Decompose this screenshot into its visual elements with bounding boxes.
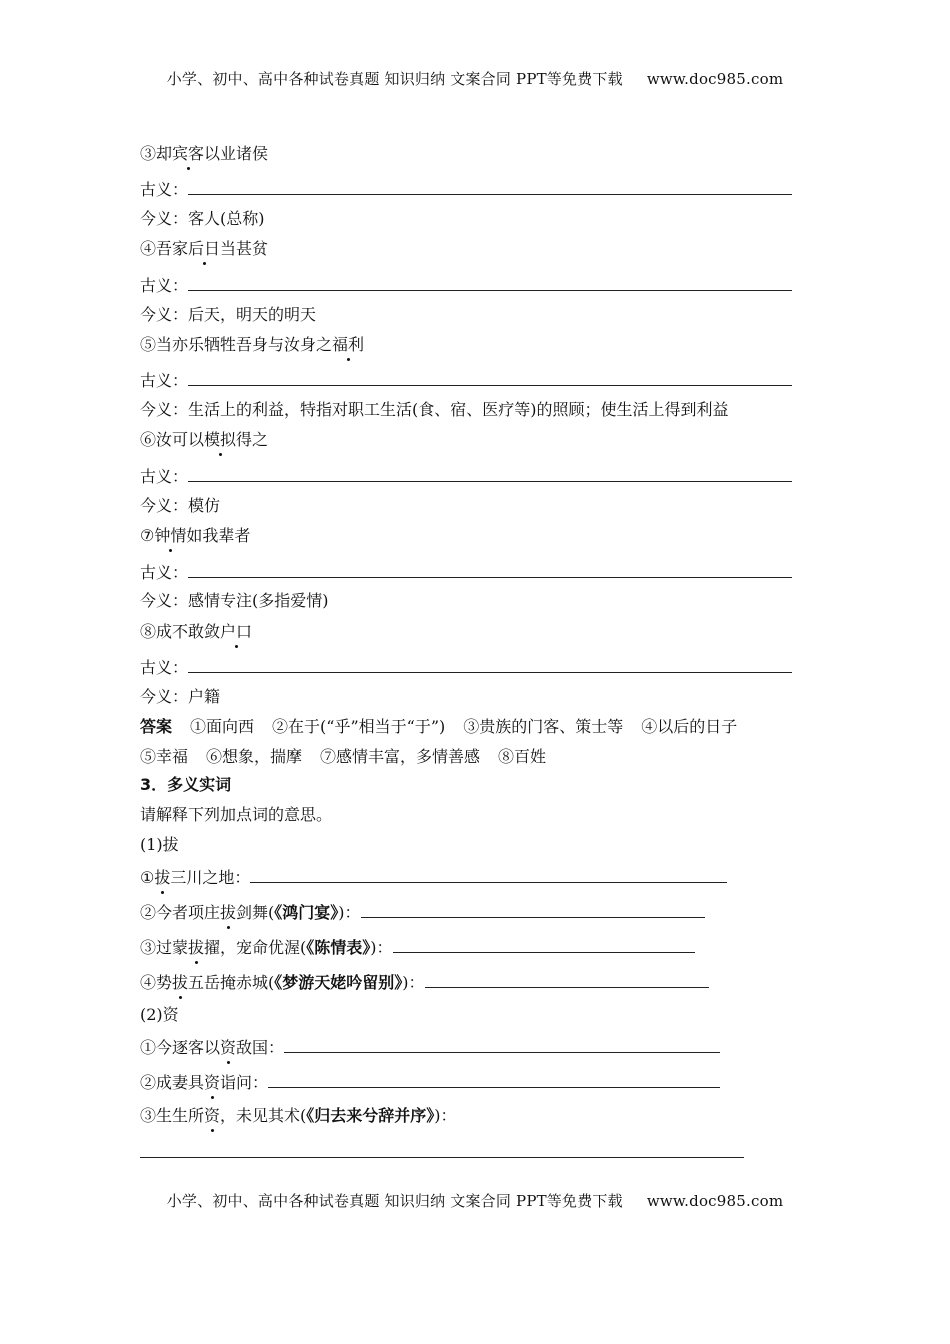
dotted-word: 拔 — [188, 938, 205, 957]
jin-text: 感情专注(多指爱情) — [188, 591, 329, 610]
item-8-sentence — [140, 622, 252, 644]
gu-label: 古义： — [140, 180, 189, 199]
item-6-jin — [140, 496, 220, 518]
item-8-gu — [140, 656, 792, 678]
item-4-sentence — [140, 239, 268, 261]
jin-label: 今义： — [140, 591, 189, 610]
group-2-row-3 — [140, 1106, 457, 1128]
answer-blank[interactable] — [188, 369, 792, 386]
row-pre: ④势 — [140, 973, 173, 992]
page-footer — [0, 1190, 950, 1211]
gu-label: 古义： — [140, 658, 189, 677]
item-3-jin — [140, 209, 265, 231]
item-4-pre: ④吾家 — [140, 239, 189, 258]
group-1-row-3 — [140, 936, 695, 958]
source-title: 《归去来兮辞并序》 — [306, 1106, 435, 1125]
group-1-row-2 — [140, 901, 705, 923]
item-7-pre: ⑦ — [140, 526, 155, 545]
dotted-word: 拔 — [172, 973, 189, 992]
group-2-head: (2)资 — [140, 1005, 179, 1024]
row-pre: ②成妻具 — [140, 1073, 205, 1092]
item-4-gu — [140, 274, 792, 296]
answer-line-1 — [140, 717, 737, 739]
footer-site: www.doc985.com — [646, 1192, 784, 1210]
group-1-row-1 — [140, 866, 727, 888]
answer-blank[interactable] — [425, 971, 709, 988]
answer-blank[interactable] — [284, 1036, 720, 1053]
row-post: 三川之地： — [170, 868, 251, 887]
item-5-gu — [140, 369, 792, 391]
footer-text: 小学、初中、高中各种试卷真题 知识归纳 文案合同 PPT等免费下载 — [166, 1192, 623, 1210]
jin-label: 今义： — [140, 400, 189, 419]
source-title: 《梦游天姥吟留别》 — [274, 973, 403, 992]
row-post: 剑舞( — [236, 903, 275, 922]
gu-label: 古义： — [140, 563, 189, 582]
group-2-row-1 — [140, 1036, 720, 1058]
dotted-word: 拔 — [154, 868, 171, 887]
dotted-word: 资 — [204, 1073, 221, 1092]
answer-line-2 — [140, 747, 546, 769]
jin-text: 户籍 — [188, 687, 221, 706]
item-8-pre: ⑧成不敢敛 — [140, 622, 221, 641]
gu-label: 古义： — [140, 276, 189, 295]
answer-blank[interactable] — [188, 178, 792, 195]
row-post: 敌国： — [236, 1038, 285, 1057]
jin-label: 今义： — [140, 496, 189, 515]
gu-label: 古义： — [140, 371, 189, 390]
answer-blank[interactable] — [250, 866, 727, 883]
item-8-jin — [140, 687, 220, 709]
row-post: ，未见其术( — [220, 1106, 307, 1125]
item-6-dotted-word: 模拟 — [204, 430, 237, 449]
answer-item: ⑧百姓 — [498, 747, 547, 766]
jin-label: 今义： — [140, 305, 189, 324]
item-7-gu — [140, 561, 792, 583]
source-title: 《陈情表》 — [306, 938, 371, 957]
source-title: 《鸿门宴》 — [274, 903, 339, 922]
item-4-dotted-word: 后日 — [188, 239, 221, 258]
item-5-pre: ⑤当亦乐牺牲吾身与汝身之 — [140, 335, 333, 354]
item-3-dotted-word: 宾客 — [172, 144, 205, 163]
item-3-pre: ③却 — [140, 144, 173, 163]
item-6-post: 得之 — [236, 430, 269, 449]
answer-item: ⑤幸福 — [140, 747, 189, 766]
header-text: 小学、初中、高中各种试卷真题 知识归纳 文案合同 PPT等免费下载 — [166, 70, 623, 88]
item-6-sentence — [140, 430, 268, 452]
group-2-row-2 — [140, 1071, 720, 1093]
row-pre: ①今逐客以 — [140, 1038, 221, 1057]
row-pre: ②今者项庄 — [140, 903, 221, 922]
item-6-gu — [140, 465, 792, 487]
answer-blank[interactable] — [188, 274, 792, 291]
answer-item: ①面向西 — [190, 717, 255, 736]
dotted-word: 资 — [220, 1038, 237, 1057]
group-1-head: (1)拔 — [140, 835, 179, 854]
jin-label: 今义： — [140, 209, 189, 228]
answer-item: ③贵族的门客、策士等 — [463, 717, 624, 736]
row-pre: ③生生所 — [140, 1106, 205, 1125]
row-post: 擢，宠命优渥( — [204, 938, 307, 957]
answer-item: ⑦感情丰富，多情善感 — [320, 747, 481, 766]
group-1-row-4 — [140, 971, 709, 993]
answer-blank-full-line[interactable] — [140, 1156, 744, 1158]
item-6-pre: ⑥汝可以 — [140, 430, 205, 449]
answer-blank[interactable] — [393, 936, 695, 953]
section-title: 3．多义实词 — [140, 775, 232, 794]
jin-text: 生活上的利益，特指对职工生活(食、宿、医疗等)的照顾；使生活上得到利益 — [188, 400, 729, 419]
item-3-post: 以业诸侯 — [204, 144, 269, 163]
row-end: )： — [402, 973, 425, 992]
page-header — [0, 68, 950, 89]
answer-item: ⑥想象，揣摩 — [206, 747, 303, 766]
item-4-jin — [140, 305, 316, 327]
row-post: 五岳掩赤城( — [188, 973, 275, 992]
item-4-post: 当甚贫 — [220, 239, 269, 258]
answer-label: 答案 — [140, 717, 173, 736]
answer-blank[interactable] — [188, 561, 792, 578]
item-7-jin — [140, 591, 329, 613]
jin-text: 模仿 — [188, 496, 221, 515]
item-3-sentence — [140, 144, 268, 166]
item-7-post: 如我辈者 — [186, 526, 251, 545]
row-post: 诣问： — [220, 1073, 269, 1092]
row-end: )： — [370, 938, 393, 957]
row-end: )： — [434, 1106, 457, 1125]
jin-label: 今义： — [140, 687, 189, 706]
item-5-dotted-word: 福利 — [332, 335, 365, 354]
item-5-sentence — [140, 335, 364, 357]
answer-blank[interactable] — [188, 656, 792, 673]
answer-blank[interactable] — [361, 901, 705, 918]
dotted-word: 资 — [204, 1106, 221, 1125]
gu-label: 古义： — [140, 467, 189, 486]
dotted-word: 拔 — [220, 903, 237, 922]
item-8-dotted-word: 户口 — [220, 622, 253, 641]
answer-item: ②在于(“乎”相当于“于”) — [272, 717, 446, 736]
jin-text: 后天，明天的明天 — [188, 305, 317, 324]
answer-blank[interactable] — [188, 465, 792, 482]
row-pre: ③过蒙 — [140, 938, 189, 957]
item-5-jin — [140, 400, 729, 422]
item-7-sentence — [140, 526, 250, 548]
row-pre: ① — [140, 868, 155, 887]
answer-item: ④以后的日子 — [641, 717, 738, 736]
row-end: )： — [338, 903, 361, 922]
jin-text: 客人(总称) — [188, 209, 265, 228]
item-7-dotted-word: 钟情 — [154, 526, 187, 545]
section-instruction: 请解释下列加点词的意思。 — [140, 805, 333, 824]
header-site: www.doc985.com — [646, 70, 784, 88]
item-3-gu — [140, 178, 792, 200]
answer-blank[interactable] — [268, 1071, 720, 1088]
